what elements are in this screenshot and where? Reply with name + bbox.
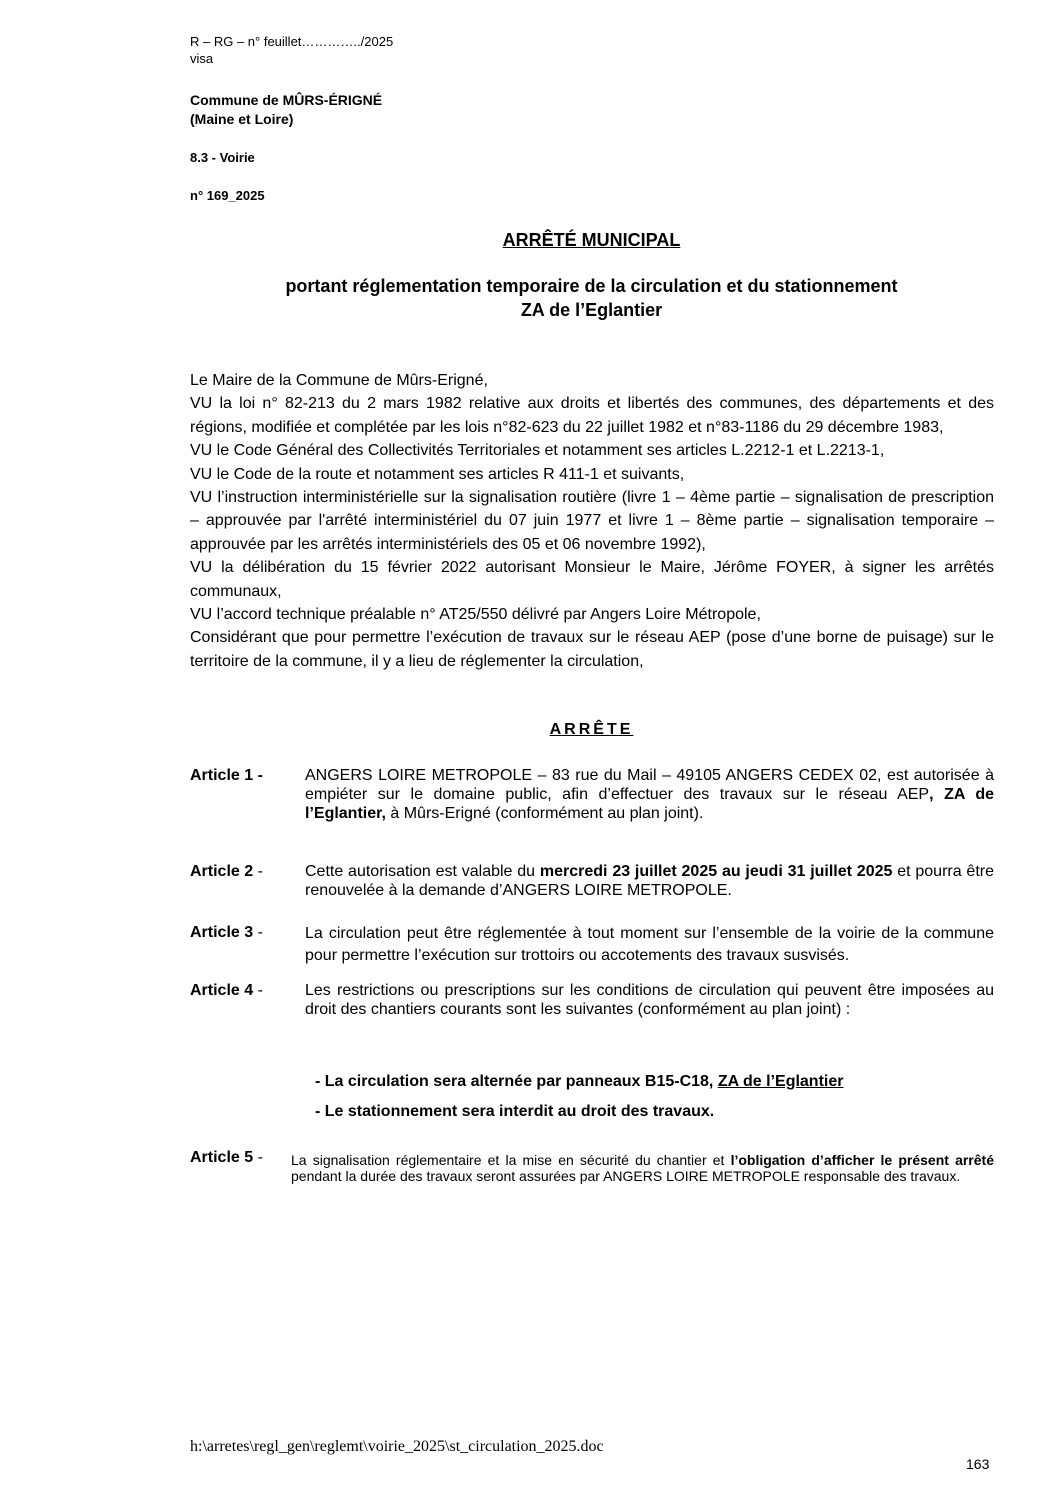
decree-number: n° 169_2025: [190, 188, 265, 203]
commune-line-2: (Maine et Loire): [190, 111, 294, 127]
article-3-dash: -: [253, 924, 263, 941]
commune-name: [190, 91, 382, 129]
article-1-text-part: ANGERS LOIRE METROPOLE – 83 rue du Mail – 49105 ANGERS CEDEX 02, est autorisée à empiéter sur le domaine public, afin d’effectuer des travaux sur le réseau AEP: [305, 767, 994, 803]
commune-line-1: Commune de MÛRS-ÉRIGNÉ: [190, 92, 383, 108]
subtitle: [190, 274, 993, 322]
preamble: [190, 369, 994, 673]
article-1-label: Article 1 -: [190, 767, 263, 784]
article-5-text: [291, 1152, 994, 1184]
preamble-line: VU la loi n° 82-213 du 2 mars 1982 relative aux droits et libertés des communes, des départements et des régions, modifiée et complétée par les lois n°82-623 du 22 juillet 1982 et n°83-1186 du 29 décembre 1983,: [190, 395, 994, 436]
article-2-dash: -: [253, 863, 263, 880]
article-4-text: Les restrictions ou prescriptions sur les conditions de circulation qui peuvent être imposées au droit des chantiers courants sont les suivantes (conformément au plan joint) :: [305, 982, 994, 1018]
article-4-dash: -: [253, 982, 263, 999]
preamble-line: Considérant que pour permettre l’exécution de travaux sur le réseau AEP (pose d’une borne de puisage) sur le territoire de la commune, il y a lieu de réglementer la circulation,: [190, 629, 994, 670]
article-4-bullet-1-location: ZA de l’Eglantier: [717, 1073, 844, 1090]
subtitle-line-2: ZA de l’Eglantier: [520, 300, 663, 320]
article-5-label-text: Article 5: [190, 1149, 254, 1166]
article-3-label-text: Article 3: [190, 924, 254, 941]
article-4-label: [190, 981, 263, 1001]
article-3-label: [190, 923, 263, 943]
preamble-line: VU l’instruction interministérielle sur la signalisation routière (livre 1 – 4ème partie – signalisation de prescription – approuvée par l'arrêté interministériel du 07 juin 1977 et livre 1 – 8ème partie – signalisation temporaire – approuvée par les arrêtés interministériels des 05 et 06 novembre 1992),: [190, 489, 994, 553]
preamble-line: Le Maire de la Commune de Mûrs-Erigné,: [190, 372, 488, 389]
article-5-label: [190, 1148, 263, 1168]
page-title: ARRÊTÉ MUNICIPAL: [502, 230, 681, 250]
preamble-line: VU l’accord technique préalable n° AT25/550 délivré par Angers Loire Métropole,: [190, 606, 761, 624]
article-4-bullet-1: [315, 1072, 843, 1092]
article-5-text-part: La signalisation réglementaire et la mise en sécurité du chantier et: [291, 1152, 731, 1168]
article-3-text: La circulation peut être réglementée à tout moment sur l’ensemble de la voirie de la commune pour permettre l’exécution sur trottoirs ou accotements des travaux susvisés.: [305, 925, 994, 964]
article-4-bullet-1-text: - La circulation sera alternée par panneaux B15-C18,: [315, 1073, 718, 1090]
article-4-label-text: Article 4: [190, 982, 254, 999]
article-2-dates: mercredi 23 juillet 2025 au jeudi 31 juillet 2025: [539, 863, 893, 880]
article-2-text-part: Cette autorisation est valable du: [305, 863, 540, 880]
preamble-line: VU la délibération du 15 février 2022 autorisant Monsieur le Maire, Jérôme FOYER, à signer les arrêtés communaux,: [190, 559, 994, 600]
article-2-text-part: et pourra être renouvelée à la demande d’ANGERS LOIRE METROPOLE.: [305, 863, 995, 899]
subtitle-line-1: portant réglementation temporaire de la circulation et du stationnement: [285, 276, 898, 296]
visa-line: visa: [190, 51, 214, 66]
article-4-bullet-2: - Le stationnement sera interdit au droit des travaux.: [315, 1103, 715, 1120]
preamble-line: VU le Code de la route et notamment ses articles R 411-1 et suivants,: [190, 465, 685, 483]
category: 8.3 - Voirie: [190, 150, 255, 165]
article-5-dash: -: [253, 1149, 263, 1166]
article-5-obligation: l’obligation d’afficher le présent arrêté: [730, 1152, 994, 1168]
registry-line: R – RG – n° feuillet…………../2025: [190, 34, 394, 49]
article-2-text: [305, 862, 994, 900]
page-number: 163: [966, 1456, 990, 1472]
arrete-heading: ARRÊTE: [549, 721, 634, 738]
file-path: h:\arretes\regl_gen\reglemt\voirie_2025\st_circulation_2025.doc: [190, 1438, 604, 1455]
article-5-text-part: pendant la durée des travaux seront assurées par ANGERS LOIRE METROPOLE responsable des travaux.: [291, 1168, 961, 1184]
article-1-location: , ZA de l’Eglantier,: [305, 786, 994, 822]
article-2-label-text: Article 2: [190, 863, 254, 880]
article-1-text: [305, 766, 994, 823]
article-1-text-part: à Mûrs-Erigné (conformément au plan joint).: [385, 805, 704, 822]
article-2-label: [190, 862, 263, 882]
preamble-line: VU le Code Général des Collectivités Territoriales et notamment ses articles L.2212-1 et L.2213-1,: [190, 442, 885, 460]
